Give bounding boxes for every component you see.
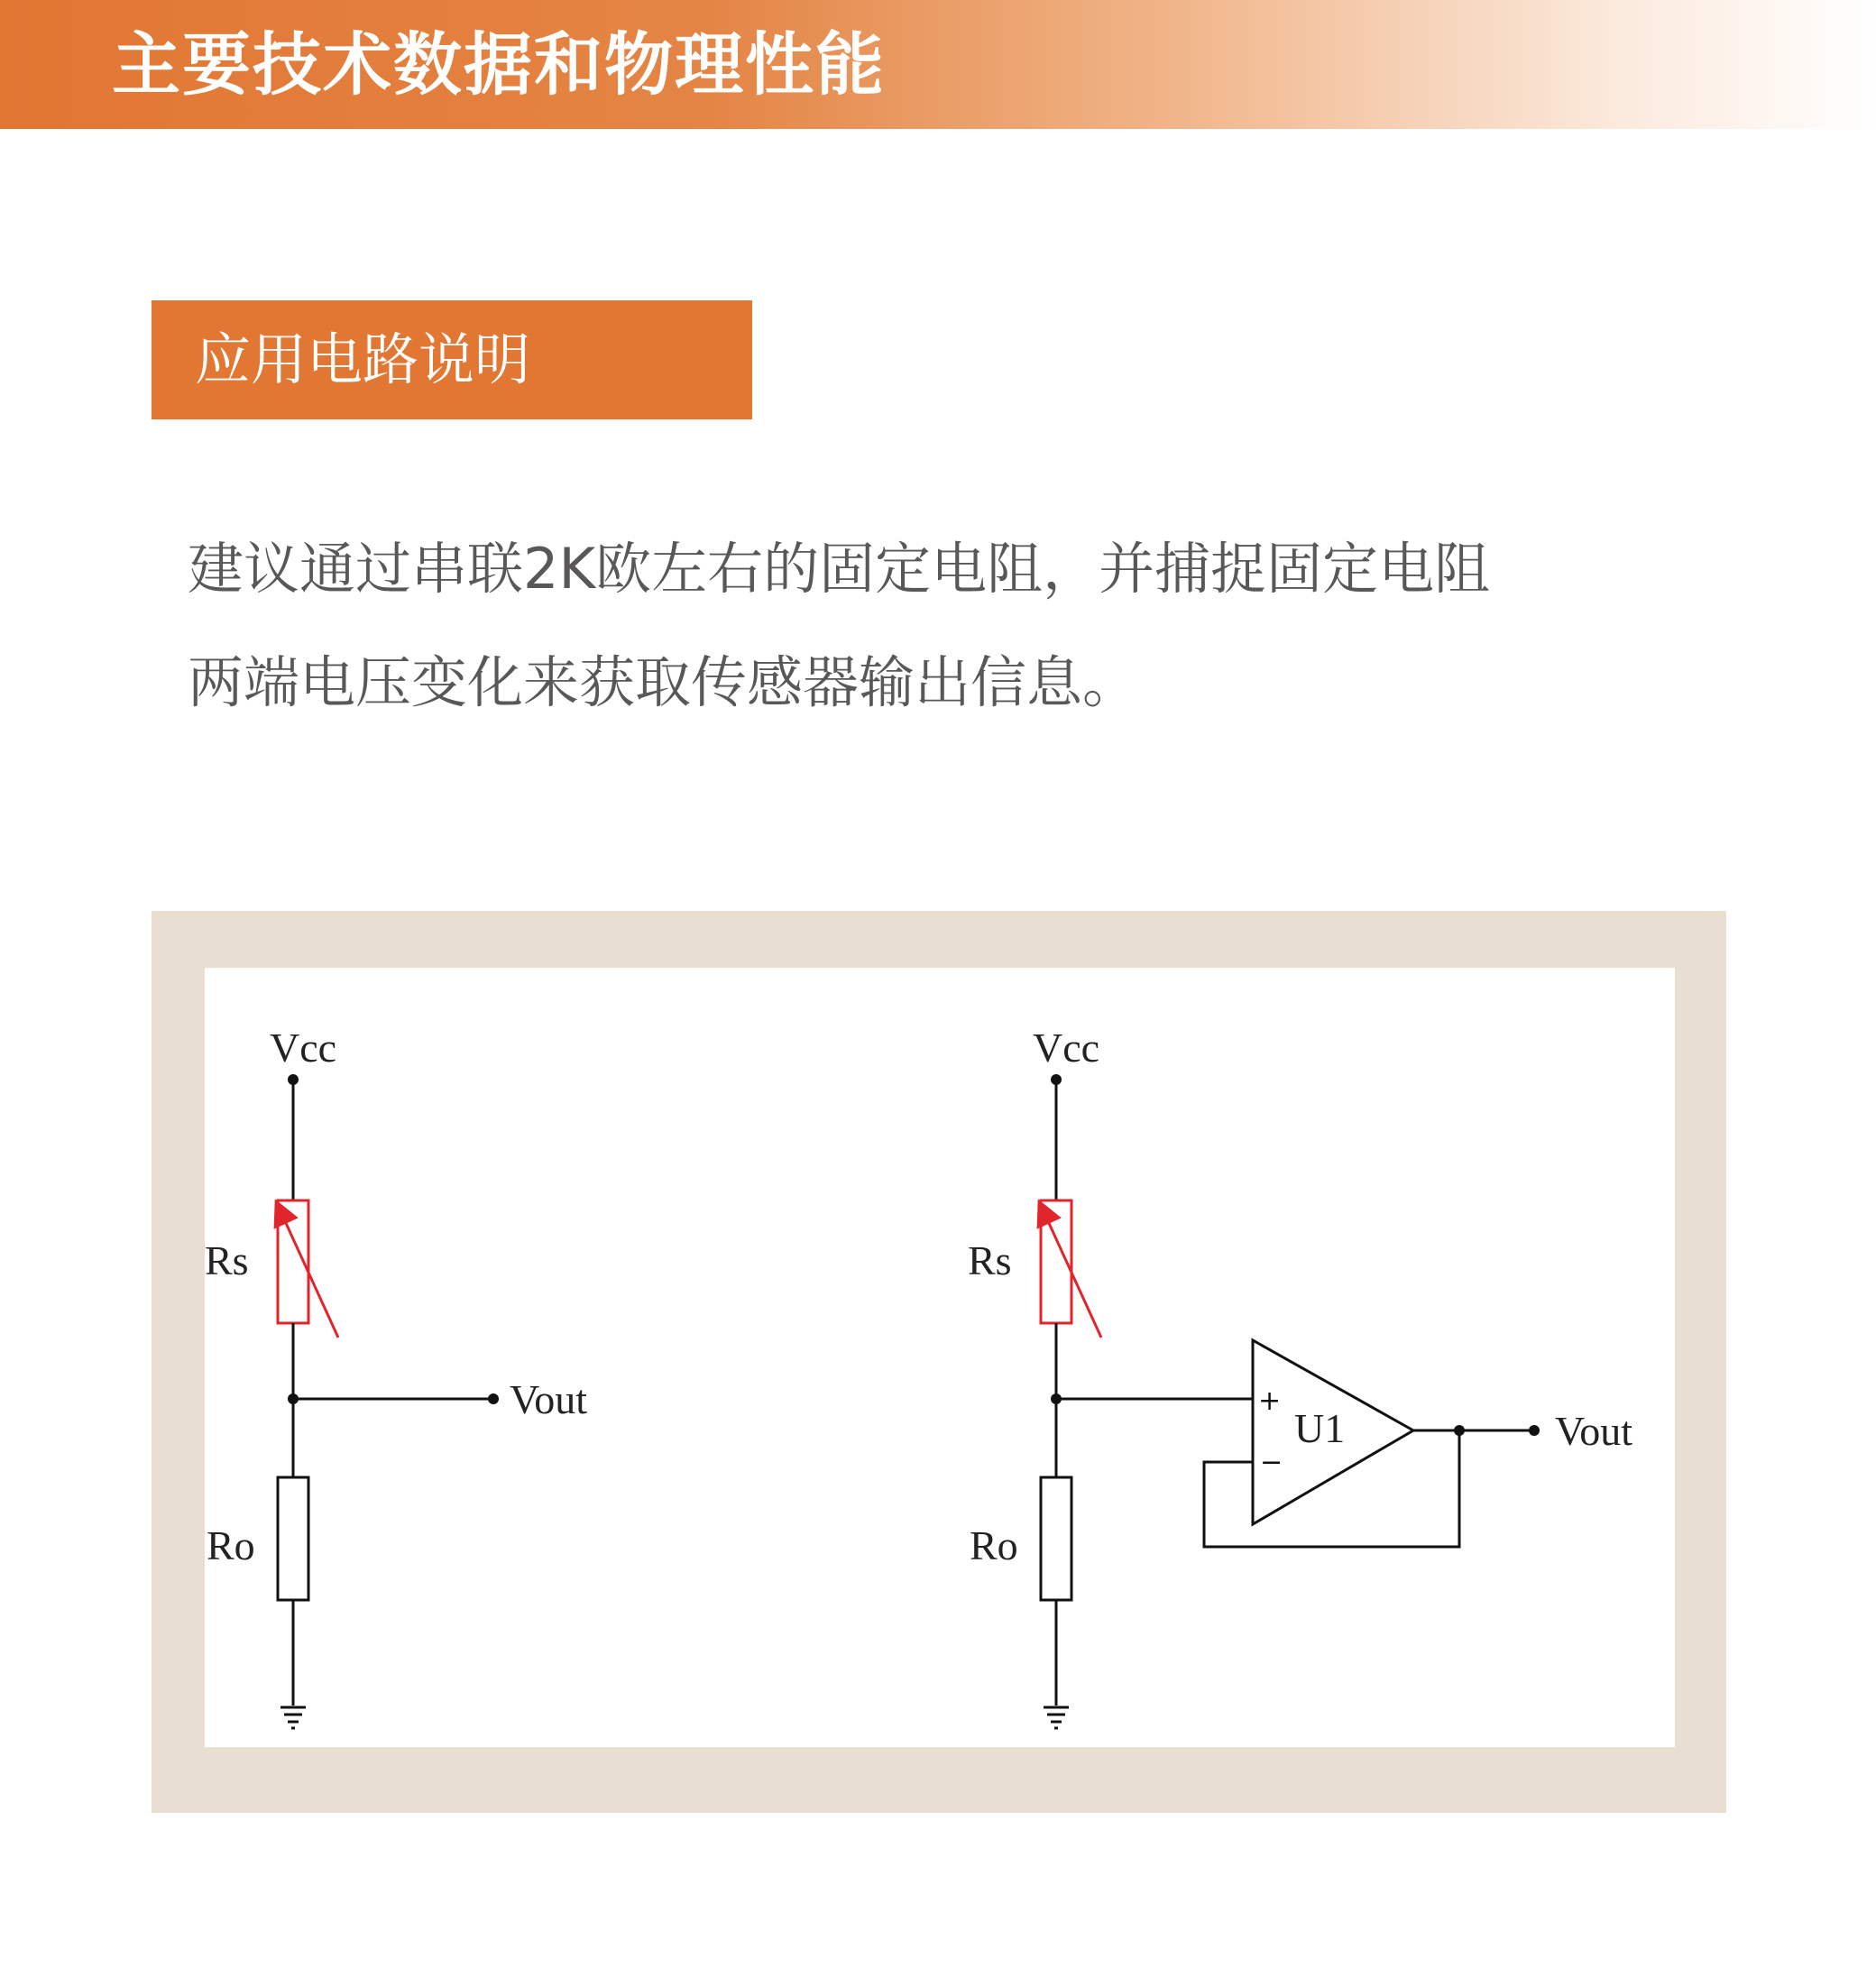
circuit-right — [968, 1025, 1632, 1728]
right-sensor-resistor — [1041, 1200, 1101, 1338]
opamp-plus-sign: + — [1258, 1385, 1282, 1417]
left-sensor-resistor — [278, 1200, 338, 1338]
header-banner — [0, 0, 1876, 129]
right-vout-label: Vout — [1555, 1408, 1633, 1454]
left-fixed-resistor — [278, 1477, 308, 1600]
circuit-diagram — [205, 968, 1675, 1747]
left-vcc-label: Vcc — [270, 1025, 337, 1071]
section-tab — [152, 300, 752, 419]
right-rs-label: Rs — [968, 1237, 1012, 1283]
right-ground-symbol — [1044, 1707, 1069, 1728]
description-text — [188, 512, 1739, 740]
left-output-node — [488, 1393, 499, 1404]
feedback-junction-node — [1454, 1425, 1465, 1436]
left-rs-label: Rs — [205, 1237, 249, 1283]
right-ro-label: Ro — [970, 1522, 1018, 1568]
circuit-diagram-frame — [152, 911, 1726, 1813]
left-vout-label: Vout — [510, 1376, 588, 1422]
opamp-minus-sign: − — [1260, 1447, 1283, 1478]
opamp-u1-label: U1 — [1294, 1405, 1346, 1451]
right-vcc-label: Vcc — [1033, 1025, 1100, 1071]
circuit-left — [205, 1025, 587, 1728]
description-line-1: 建议通过串联2K欧左右的固定电阻，并捕捉固定电阻 — [188, 536, 1491, 602]
left-ro-label: Ro — [207, 1522, 255, 1568]
left-ground-symbol — [280, 1707, 306, 1728]
right-fixed-resistor — [1041, 1477, 1071, 1600]
page-title: 主要技术数据和物理性能 — [112, 24, 886, 105]
section-title: 应用电路说明 — [195, 326, 531, 392]
circuit-diagram-panel — [205, 968, 1675, 1747]
right-output-node — [1529, 1425, 1540, 1436]
description-line-2: 两端电压变化来获取传感器输出信息。 — [188, 649, 1139, 715]
